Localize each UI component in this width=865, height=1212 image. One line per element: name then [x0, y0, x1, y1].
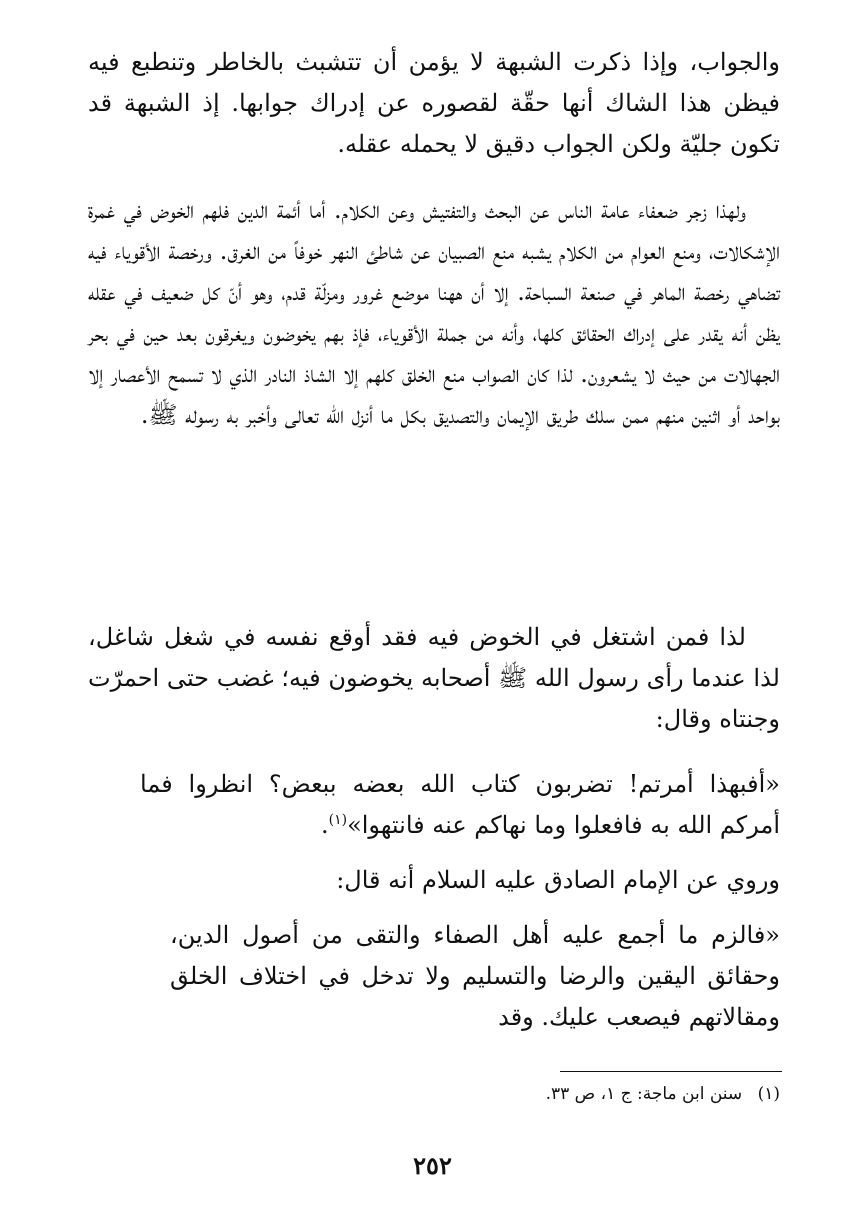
paragraph-2 [88, 190, 780, 436]
narration-intro-text: وروي عن الإمام الصادق عليه السلام أنه قال: [336, 866, 780, 894]
paragraph-1-text: والجواب، وإذا ذكرت الشبهة لا يؤمن أن تتشبث بالخاطر وتنطبع فيه فيظن هذا الشاك أنها حقّة لقصوره عن إدراك جوابها. إذ الشبهة قد تكون جليّة ولكن الجواب دقيق لا يحمله عقله. [88, 48, 780, 158]
footnote [180, 1080, 780, 1108]
footnote-reference[interactable]: (١) [328, 812, 348, 828]
hadith-quote [140, 764, 780, 846]
paragraph-1 [88, 42, 780, 165]
paragraph-2-text: ولهذا زجر ضعفاء عامة الناس عن البحث والتفتيش وعن الكلام. أما أئمة الدين فلهم الخوض في غمرة الإشكالات، ومنع العوام من الكلام يشبه منع الصبيان عن شاطئ النهر خوفاً من الغرق. ورخصة الأقوياء فيه تضاهي رخصة الماهر في صنعة السباحة. إلا أن ههنا موضع غرور ومزلّة قدم، وهو أنّ كل ضعيف في عقله يظن أنه يقدر على إدراك الحقائق كلها، وأنه من جملة الأقوياء، فإذ بهم يخوضون ويغرقون بعد حين في بحر الجهالات من حيث لا يشعرون. لذا كان الصواب منع الخلق كلهم إلا الشاذ النادر الذي لا تسمح الأعصار إلا بواحد أو اثنين منهم ممن سلك طريق الإيمان والتصديق بكل ما أنزل الله تعالى وأخبر به رسوله ﷺ. [88, 196, 780, 429]
page-number: ٢٥٢ [413, 1151, 452, 1180]
footnote-marker: (١) [757, 1084, 780, 1104]
imam-quote-text: «فالزم ما أجمع عليه أهل الصفاء والتقى من أصول الدين، وحقائق اليقين والرضا والتسليم ولا تدخل في اختلاف الخلق ومقالاتهم فيصعب عليك. وقد [170, 921, 780, 1031]
footnote-text: سنن ابن ماجة: ج ١، ص ٣٣. [545, 1084, 743, 1104]
paragraph-3-text: لذا فمن اشتغل في الخوض فيه فقد أوقع نفسه في شغل شاغل، لذا عندما رأى رسول الله ﷺ أصحابه يخوضون فيه؛ غضب حتى احمرّت وجنتاه وقال: [88, 623, 780, 733]
paragraph-3 [88, 617, 780, 740]
imam-quote [170, 915, 780, 1038]
hadith-quote-end: . [320, 811, 329, 839]
hadith-quote-text: «أفبهذا أمرتم! تضربون كتاب الله بعضه ببعض؟ انظروا فما أمركم الله به فافعلوا وما نهاكم عنه فانتهوا» [140, 770, 780, 839]
narration-intro [88, 860, 780, 901]
footnote-divider [560, 1071, 782, 1072]
